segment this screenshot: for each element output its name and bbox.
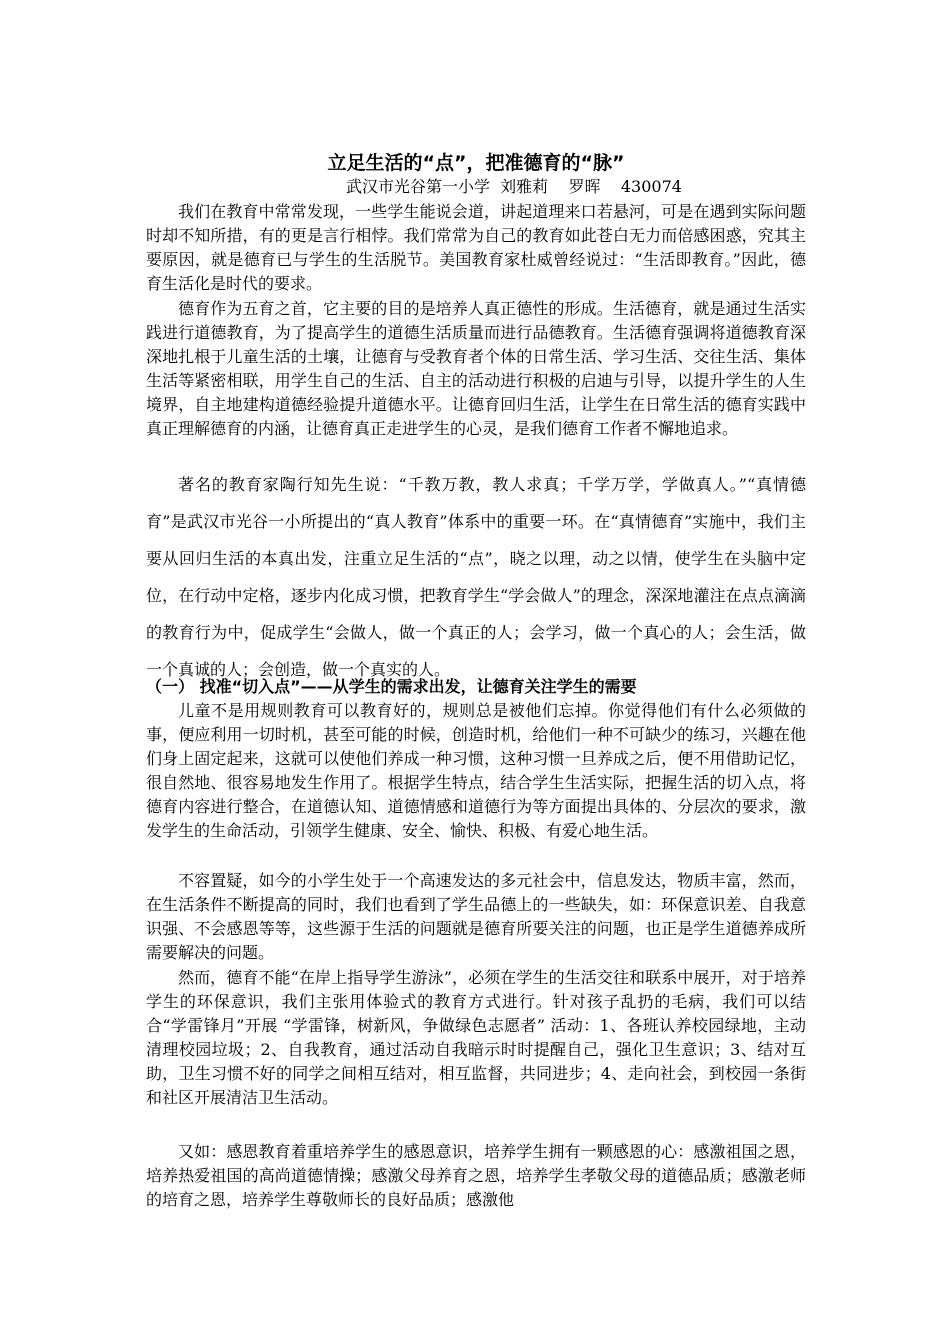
paragraph-5: 不容置疑，如今的小学生处于一个高速发达的多元社会中，信息发达，物质丰富，然而，在生活条件不断提高的同时，我们也看到了学生品德上的一些缺失，如：环保意识差、自我意识强、不会感恩等等，这些源于生活的问题就是德育所要关注的问题，也正是学生道德养成所需要解决的问题。	[146, 871, 806, 962]
paragraph-1: 我们在教育中常常发现，一些学生能说会道，讲起道理来口若悬河，可是在遇到实际问题时却不知所措，有的更是言行相悖。我们常常为自己的教育如此苍白无力而倍感困惑，究其主要原因，就是德育已与学生的生活脱节。美国教育家杜威曾经说过：“生活即教育。”因此，德育生活化是时代的要求。	[146, 202, 806, 293]
document-title: 立足生活的“点”，把准德育的“脉”	[327, 152, 625, 174]
author-byline: 武汉市光谷第一小学 刘雅莉 罗晖 430074	[346, 177, 682, 196]
paragraph-3: 著名的教育家陶行知先生说：“千教万教，教人求真；千学万学，学做真人。”“真情德育”是武汉市光谷一小所提出的“真人教育”体系中的重要一环。在“真情德育”实施中，我们主要从回归生活的本真出发，注重立足生活的“点”，晓之以理，动之以情，使学生在头脑中定位，在行动中定格，逐步内化成习惯，把教育学生“学会做人”的理念，深深地灌注在点点滴滴的教育行为中，促成学生“会做人，做一个真正的人；会学习，做一个真心的人；会生活，做一个真诚的人；会创造，做一个真实的人。	[146, 475, 806, 679]
paragraph-4: 儿童不是用规则教育可以教育好的，规则总是被他们忘掉。你觉得他们有什么必须做的事，便应利用一切时机，甚至可能的时候，创造时机，给他们一种不可缺少的练习，兴趣在他们身上固定起来，这就可以使他们养成一种习惯，这种习惯一旦养成之后，便不用借助记忆，很自然地、很容易地发生作用了。根据学生特点，结合学生生活实际，把握生活的切入点，将德育内容进行整合，在道德认知、道德情感和道德行为等方面提出具体的、分层次的要求，激发学生的生命活动，引领学生健康、安全、愉快、积极、有爱心地生活。	[146, 701, 806, 840]
paragraph-2: 德育作为五育之首，它主要的目的是培养人真正德性的形成。生活德育，就是通过生活实践进行道德教育，为了提高学生的道德生活质量而进行品德教育。生活德育强调将道德教育深深地扎根于儿童生活的土壤，让德育与受教育者个体的日常生活、学习生活、交往生活、集体生活等紧密相联，用学生自己的生活、自主的活动进行积极的启迪与引导，以提升学生的人生境界，自主地建构道德经验提升道德水平。让德育回归生活，让学生在日常生活的德育实践中真正理解德育的内涵，让德育真正走进学生的心灵，是我们德育工作者不懈地追求。	[146, 299, 806, 438]
section-heading: （一） 找准“切入点”——从学生的需求出发，让德育关注学生的需要	[146, 677, 637, 696]
paragraph-6: 然而，德育不能“在岸上指导学生游泳”，必须在学生的生活交往和联系中展开，对于培养学生的环保意识，我们主张用体验式的教育方式进行。针对孩子乱扔的毛病，我们可以结合“学雷锋月”开展 “学雷锋，树新风，争做绿色志愿者” 活动：1、各班认养校园绿地，主动清理校园垃圾；2、自我教育，通过活动自我暗示时时提醒自己，强化卫生意识；3、结对互助，卫生习惯不好的同学之间相互结对，相互监督，共同进步；4、走向社会，到校园一条街和社区开展清洁卫生活动。	[146, 968, 806, 1107]
paragraph-7: 又如：感恩教育着重培养学生的感恩意识，培养学生拥有一颗感恩的心：感激祖国之恩，培养热爱祖国的高尚道德情操；感激父母养育之恩，培养学生孝敬父母的道德品质；感激老师的培育之恩，培养学生尊敬师长的良好品质；感激他	[146, 1142, 806, 1209]
